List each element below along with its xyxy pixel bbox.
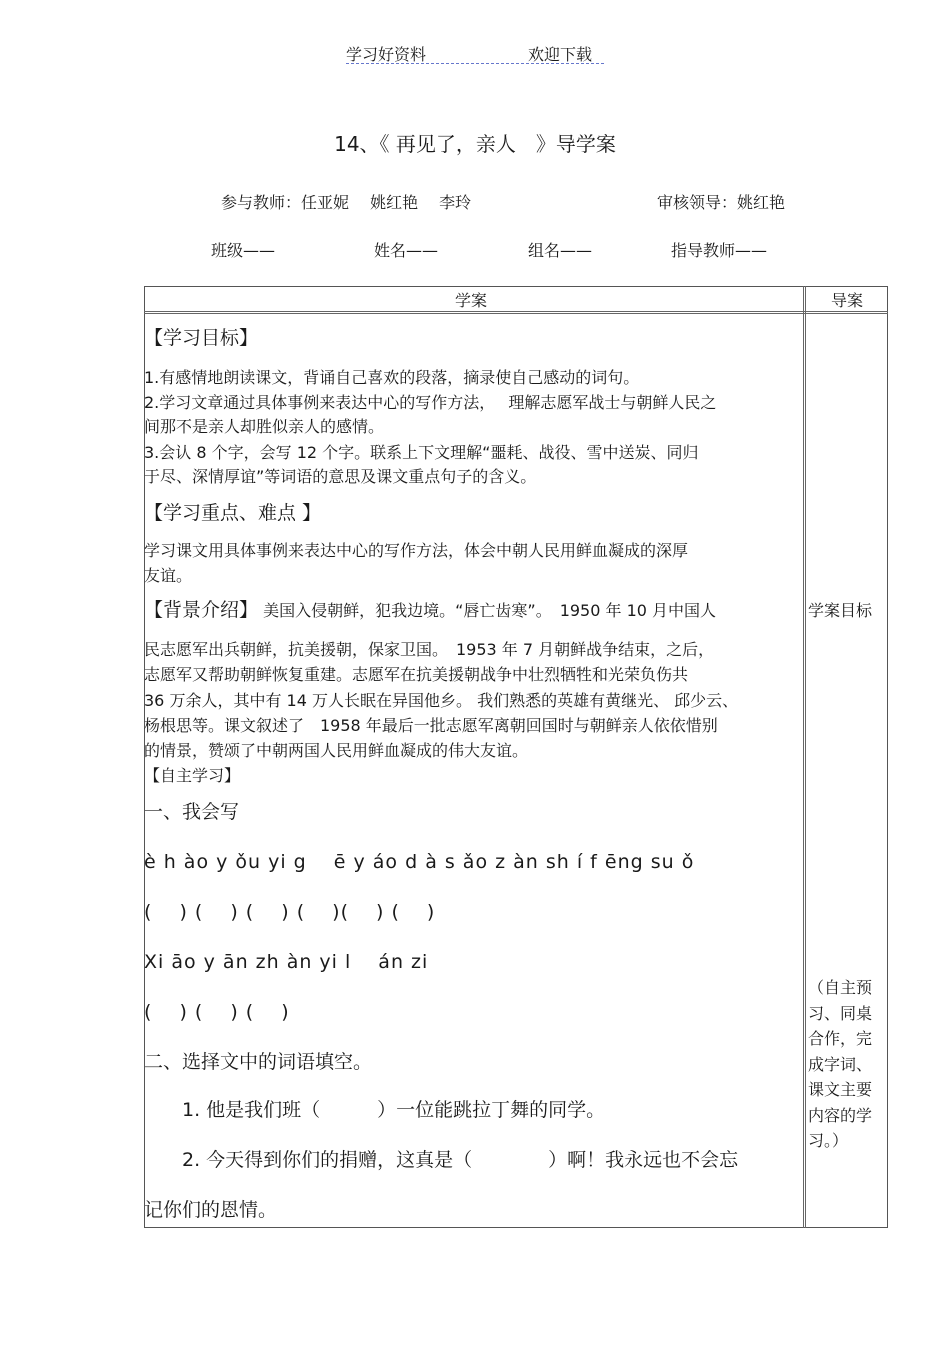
reviewer: 审核领导：姚红艳: [657, 193, 786, 212]
background-text: 美国入侵朝鲜，犯我边境。“唇亡齿寒”。 1950 年 10 月中国人: [263, 601, 717, 620]
goal-line: 2.学习文章通过具体事例来表达中心的写作方法， 理解志愿军战士与朝鲜人民之: [144, 393, 717, 412]
background-line: 杨根思等。课文叙述了 1958 年最后一批志愿军离朝回国时与朝鲜亲人依依惜别: [144, 716, 718, 735]
keypoints-line: 友谊。: [144, 566, 193, 585]
background-heading: 【背景介绍】: [144, 599, 259, 621]
question-1: 1. 他是我们班（ ）一位能跳拉丁舞的同学。: [144, 1099, 606, 1121]
goal-line: 间那不是亲人却胜似亲人的感情。: [144, 417, 385, 436]
part1-title: 一、我会写: [144, 801, 240, 823]
col-header-guide: 导案: [831, 291, 864, 310]
header-right: 欢迎下载: [528, 45, 593, 64]
pinyin-row-2: Xi āo y ān zh àn yi l án zi: [144, 951, 429, 973]
guide-goal: 学案目标: [808, 601, 873, 620]
keypoints-line: 学习课文用具体事例来表达中心的写作方法，体会中朝人民用鲜血凝成的深厚: [144, 541, 689, 560]
background-first-line: [144, 598, 716, 623]
class-field: 班级——: [211, 241, 276, 260]
goal-line: 1.有感情地朗读课文，背诵自己喜欢的段落，摘录使自己感动的词句。: [144, 368, 640, 387]
question-2: 2. 今天得到你们的捐赠，这真是（ ）啊！我永远也不会忘: [144, 1149, 739, 1171]
question-2-cont: 记你们的恩情。: [144, 1199, 278, 1221]
blanks-row-2: ( ) ( ) ( ): [144, 1001, 290, 1023]
name-field: 姓名——: [374, 241, 439, 260]
participants: 参与教师：任亚妮 姚红艳 李玲: [221, 193, 472, 212]
part2-title: 二、选择文中的词语填空。: [144, 1051, 373, 1073]
background-line: 志愿军又帮助朝鲜恢复重建。志愿军在抗美援朝战争中壮烈牺牲和光荣负伤共: [144, 665, 689, 684]
goals-heading: 【学习目标】: [144, 327, 259, 349]
goal-line: 3.会认 8 个字，会写 12 个字。联系上下文理解“噩耗、战役、雪中送炭、同归: [144, 443, 699, 462]
background-line: 的情景，赞颂了中朝两国人民用鲜血凝成的伟大友谊。: [144, 741, 529, 760]
background-line: 36 万余人，其中有 14 万人长眠在异国他乡。 我们熟悉的英雄有黄继光、 邱少云、: [144, 691, 739, 710]
guide-note: （自主预习、同桌合作，完成字词、课文主要内容的学习。）: [808, 978, 873, 1150]
page-title: 14、《 再见了，亲人 》导学案: [334, 132, 616, 156]
header-divider: [346, 63, 604, 64]
goal-line: 于尽、深情厚谊”等词语的意思及课文重点句子的含义。: [144, 467, 537, 486]
keypoints-heading: 【学习重点、难点 】: [144, 502, 322, 524]
tutor-field: 指导教师——: [671, 241, 768, 260]
self-study-heading: 【自主学习】: [144, 766, 241, 785]
group-field: 组名——: [528, 241, 593, 260]
col-header-study: 学案: [455, 291, 488, 310]
header-left: 学习好资料: [346, 45, 427, 64]
pinyin-row-1: è h ào y ǒu yi g ē y áo d à s ǎo z àn sh í f ēng su ǒ: [144, 851, 695, 873]
blanks-row-1: ( ) ( ) ( ) ( )( ) ( ): [144, 901, 436, 923]
background-line: 民志愿军出兵朝鲜，抗美援朝，保家卫国。 1953 年 7 月朝鲜战争结束，之后，: [144, 640, 715, 659]
column-divider: [803, 286, 806, 1228]
header-row-divider: [144, 311, 888, 314]
